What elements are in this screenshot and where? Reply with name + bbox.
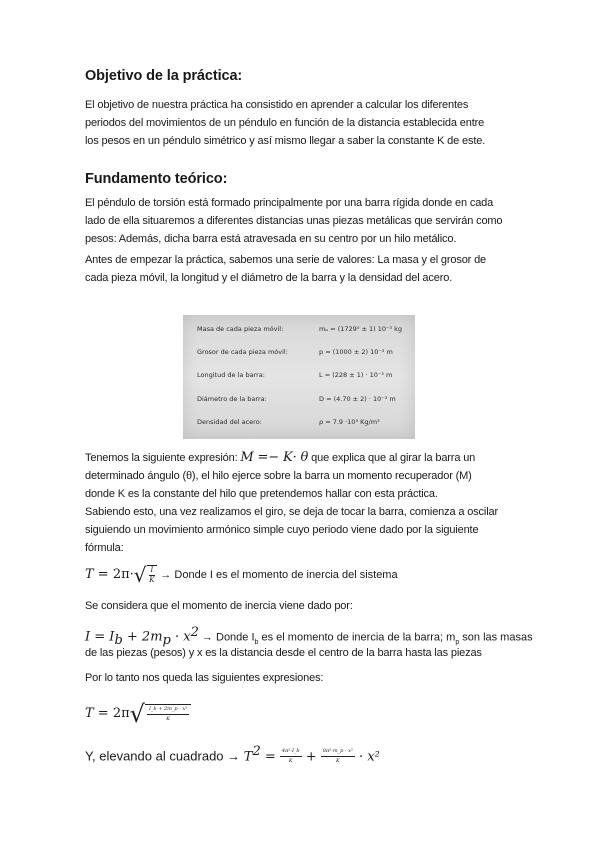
text-line: [85, 449, 517, 467]
text-line: fórmula:: [85, 542, 124, 554]
subscript: b: [254, 638, 259, 646]
formula-lhs: T: [243, 749, 253, 765]
formula-tail: · x²: [354, 749, 380, 765]
table-value: D = (4.70 ± 2) · 10⁻³ m: [319, 395, 396, 403]
frac-numerator: I_b + 2m_p · x²: [147, 705, 189, 715]
formula-note: son las masas: [459, 631, 533, 644]
subscript: p: [162, 632, 171, 648]
formula-lhs: T: [85, 705, 94, 721]
formula-note: es el momento de inercia de la barra; m: [258, 631, 456, 644]
frac-denominator: K: [335, 758, 340, 765]
text-fragment: Tenemos la siguiente expresión:: [85, 452, 241, 464]
fraction: [280, 747, 302, 766]
table-label: Longitud de la barra:: [197, 371, 265, 379]
inertia-explanation: [85, 644, 517, 662]
inertia-intro: Se considera que el momento de inercia viene dado por:: [85, 600, 353, 612]
sqrt-symbol: √ $\frac{\text{I\_b + 2m\_p · x²}}{K}$: [130, 704, 192, 724]
text-line: lado de ella situaremos a diferentes distancias unas piezas metálicas que servirán como: [85, 215, 503, 227]
superscript: 2: [190, 625, 199, 640]
table-row: [197, 348, 407, 358]
table-row: [197, 395, 407, 405]
table-row: [197, 371, 407, 381]
table-row: [197, 325, 407, 335]
formula-eq: =: [260, 749, 280, 765]
formula-eq: = 2π: [93, 705, 130, 721]
table-value: L = (228 ± 1) · 10⁻³ m: [319, 371, 393, 379]
oscillation-paragraph: [85, 503, 517, 557]
text-line: determinado ángulo (θ), el hilo ejerce sobre la barra un momento recuperador (M): [85, 470, 472, 482]
text-line: los pesos en un péndulo simétrico y así mismo llegar a saber la constante K de este.: [85, 135, 486, 147]
sqrt-symbol: √ $\frac{I}{K}$: [134, 565, 158, 585]
formula-lhs: T: [85, 566, 94, 582]
frac-denominator: K: [288, 758, 293, 765]
expression-paragraph: [85, 449, 517, 503]
fundamento-paragraph-2: [85, 251, 517, 287]
formula-part: I = I: [85, 629, 115, 645]
fraction: [321, 747, 355, 766]
text-line: Sabiendo esto, una vez realizamos el giro, se deja de tocar la barra, comienza a oscilar: [85, 506, 498, 518]
frac-numerator: 4π²·I_b: [280, 747, 302, 757]
superscript: 2: [252, 744, 261, 759]
subscript: p: [455, 638, 460, 646]
formula-plus: +: [301, 749, 321, 765]
objetivo-paragraph: [85, 96, 517, 150]
subscript: b: [114, 632, 123, 648]
formula-eq: = 2π·: [93, 566, 134, 582]
table-label: Grosor de cada pieza móvil:: [197, 348, 288, 356]
fundamento-paragraph-1: [85, 194, 517, 248]
text-line: El péndulo de torsión está formado principalmente por una barra rígida donde en cada: [85, 197, 494, 209]
text-line: El objetivo de nuestra práctica ha consistido en aprender a calcular los diferentes: [85, 99, 469, 111]
formula-part: · x: [170, 629, 191, 645]
formula-note: Donde I es el momento de inercia del sistema: [174, 568, 398, 581]
text-line: donde K es la constante del hilo que pretendemos hallar con esta práctica.: [85, 488, 438, 500]
table-value: ρ = 7.9 ·10³ Kg/m³: [319, 418, 380, 426]
section-title-objetivo: Objetivo de la práctica:: [85, 68, 243, 84]
section-title-fundamento: Fundamento teórico:: [85, 171, 228, 187]
frac-numerator: 8π²·m_p · x²: [321, 747, 355, 757]
torque-formula: M =− K· θ: [240, 450, 309, 465]
formula-part: + 2m: [122, 629, 163, 645]
arrow: →: [160, 568, 175, 581]
period-expanded-formula: [85, 700, 191, 728]
frac-denominator: K: [166, 716, 170, 722]
table-label: Diámetro de la barra:: [197, 395, 267, 403]
arrow: →: [198, 631, 216, 644]
period-formula: [85, 565, 398, 585]
text-line: cada pieza móvil, la longitud y el diámetro de la barra y la densidad del acero.: [85, 272, 453, 284]
table-value: p = (1000 ± 2) 10⁻³ m: [319, 348, 393, 356]
formula-intro: Y, elevando al cuadrado →: [85, 748, 244, 764]
text-line: periodos del movimientos de un péndulo en función de la distancia establecida entre: [85, 117, 485, 129]
text-line: siguiendo un movimiento armónico simple cuyo periodo viene dado por la siguiente: [85, 524, 479, 536]
text-line: Antes de empezar la práctica, sabemos una serie de valores: La masa y el grosor de: [85, 254, 487, 266]
table-value: mₚ = (1729⁰ ± 1) 10⁻³ kg: [319, 325, 402, 333]
text-line: de las piezas (pesos) y x es la distancia desde el centro de la barra hasta las piezas: [85, 647, 482, 659]
table-label: Masa de cada pieza móvil:: [197, 325, 284, 333]
frac-denominator: K: [149, 576, 155, 584]
expressions-intro: Por lo tanto nos queda las siguientes expresiones:: [85, 672, 324, 684]
text-fragment: que explica que al girar la barra un: [308, 452, 476, 464]
text-line: pesos: Además, dicha barra está atravesada en su centro por un hilo metálico.: [85, 233, 457, 245]
frac-numerator: I: [150, 566, 154, 574]
formula-note: Donde I: [216, 631, 255, 644]
values-table-photo: [183, 315, 415, 439]
table-label: Densidad del acero:: [197, 418, 262, 426]
squared-formula: [85, 743, 380, 766]
table-row: [197, 418, 407, 428]
